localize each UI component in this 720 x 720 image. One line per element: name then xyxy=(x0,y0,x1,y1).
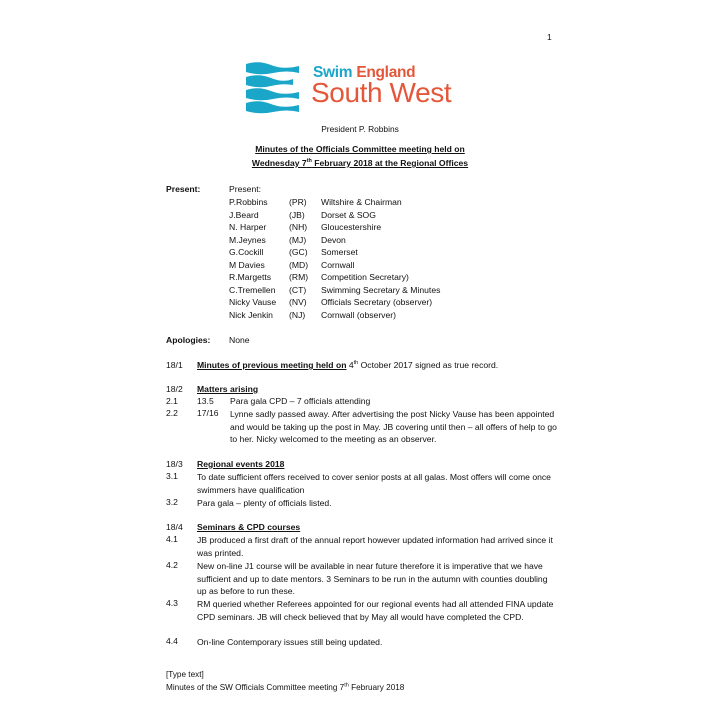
attendee-role: Devon xyxy=(321,235,346,245)
attendee-name: R.Margetts xyxy=(229,272,272,282)
footer-placeholder: [Type text] xyxy=(166,670,204,679)
attendee-name: Nick Jenkin xyxy=(229,310,273,320)
footer-text: Minutes of the SW Officials Committee meeting 7th February 2018 xyxy=(166,682,405,692)
attendee-role: Competition Secretary) xyxy=(321,272,409,282)
item-heading: Seminars & CPD courses xyxy=(197,522,301,532)
minutes-title-line1: Minutes of the Officials Committee meeting held on xyxy=(255,144,465,154)
attendee-role: Wiltshire & Chairman xyxy=(321,197,402,207)
attendee-name: M.Jeynes xyxy=(229,235,266,245)
item-number: 18/3 xyxy=(166,459,183,469)
point-number: 3.2 xyxy=(166,497,178,507)
point-text: On-line Contemporary issues still being updated. xyxy=(197,637,383,647)
logo-swim-england: Swim England xyxy=(313,64,416,81)
attendee-initials: (MJ) xyxy=(289,235,307,245)
point-number: 2.1 xyxy=(166,396,178,406)
attendee-name: J.Beard xyxy=(229,210,259,220)
point-text: JB produced a first draft of the annual report however updated information had arrived since it was printed. xyxy=(197,535,553,558)
point-text: Para gala CPD – 7 officials attending xyxy=(230,396,371,406)
swim-england-south-west-logo xyxy=(243,60,483,116)
point-ref: 13.5 xyxy=(197,396,214,406)
attendee-initials: (CT) xyxy=(289,285,307,295)
attendee-initials: (GC) xyxy=(289,247,308,257)
apologies-label: Apologies: xyxy=(166,335,211,345)
point-text: To date sufficient offers received to cover senior posts at all galas. Most offers will come once swimmers have qualification xyxy=(197,472,551,495)
point-number: 4.4 xyxy=(166,636,178,646)
point-number: 4.1 xyxy=(166,534,178,544)
point-text: Lynne sadly passed away. After advertising the post Nicky Vause has been appointed and would be taking up the post in May. JB covering until then – all offers of help to go to her. Nicky welcomed to the meeting as an observer. xyxy=(230,409,557,445)
point-number: 2.2 xyxy=(166,408,178,418)
attendee-initials: (MD) xyxy=(289,260,309,270)
president-line: President P. Robbins xyxy=(321,124,399,134)
attendee-name: M Davies xyxy=(229,260,265,270)
point-number: 4.3 xyxy=(166,598,178,608)
present-heading: Present: xyxy=(229,184,262,194)
attendee-initials: (NV) xyxy=(289,297,307,307)
item-heading: Matters arising xyxy=(197,384,259,394)
attendee-role: Officials Secretary (observer) xyxy=(321,297,433,307)
point-text: New on-line J1 course will be available in near future therefore it is imperative that we have sufficient and up to date mentors. 3 Seminars to be run in the autumn with counties doubling up as before to run these. xyxy=(197,561,548,597)
attendee-initials: (JB) xyxy=(289,210,305,220)
attendee-role: Dorset & SOG xyxy=(321,210,376,220)
page-number: 1 xyxy=(547,32,552,42)
point-number: 4.2 xyxy=(166,560,178,570)
item-1-text: Minutes of previous meeting held on 4th October 2017 signed as true record. xyxy=(197,360,499,370)
logo-south-west: South West xyxy=(311,77,452,108)
attendee-name: Nicky Vause xyxy=(229,297,277,307)
attendee-role: Cornwall xyxy=(321,260,355,270)
attendee-initials: (RM) xyxy=(289,272,309,282)
attendee-name: P.Robbins xyxy=(229,197,268,207)
item-number: 18/1 xyxy=(166,360,183,370)
apologies-value: None xyxy=(229,335,250,345)
attendee-initials: (NJ) xyxy=(289,310,306,320)
attendee-initials: (PR) xyxy=(289,197,307,207)
point-ref: 17/16 xyxy=(197,408,219,418)
attendee-name: C.Tremellen xyxy=(229,285,276,295)
point-text: RM queried whether Referees appointed for our regional events had all attended FINA update CPD seminars. JB will check believed that by May all would have completed the CPD. xyxy=(197,599,554,622)
point-number: 3.1 xyxy=(166,471,178,481)
attendee-role: Somerset xyxy=(321,247,358,257)
item-heading: Regional events 2018 xyxy=(197,459,285,469)
minutes-title-line2: Wednesday 7th February 2018 at the Regional Offices xyxy=(251,158,469,168)
attendee-role: Cornwall (observer) xyxy=(321,310,396,320)
wave-logo-icon xyxy=(243,60,303,116)
attendee-role: Gloucestershire xyxy=(321,222,382,232)
attendee-role: Swimming Secretary & Minutes xyxy=(321,285,441,295)
item-number: 18/2 xyxy=(166,384,183,394)
attendee-name: N. Harper xyxy=(229,222,267,232)
present-label: Present: xyxy=(166,184,201,194)
point-text: Para gala – plenty of officials listed. xyxy=(197,498,332,508)
attendee-initials: (NH) xyxy=(289,222,308,232)
attendee-name: G.Cockill xyxy=(229,247,264,257)
item-number: 18/4 xyxy=(166,522,183,532)
